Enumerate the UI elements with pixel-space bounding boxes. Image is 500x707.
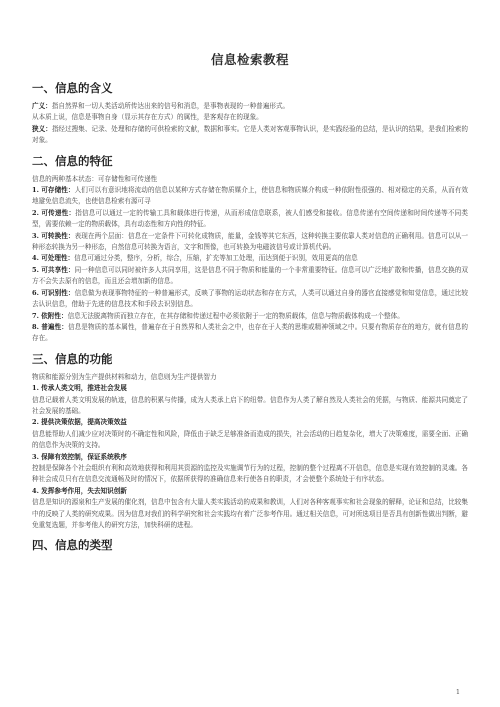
paragraph [32,231,468,254]
paragraph-text: 信息记载着人类文明发展的轨迹，信息的积累与传播，成为人类承上启下的纽带。信息作为人类了解自然及人类社会的凭据，与物质、能源共同奠定了社会发展的基础。 [32,395,468,415]
paragraph [32,429,468,452]
paragraph-text: 人们可以有意识地将流动的信息以某种方式存储在物质媒介上，使信息和物质媒介构成一种依附性很强的、相对稳定的关系，从而有效地避免信息流失，也使信息检索有源可寻 [32,186,468,206]
subheading: 2. 提供决策依据，提高决策效益 [32,418,127,427]
term-label: 广义： [32,102,52,110]
term-label: 7. 依附性： [32,311,68,320]
paragraph-text: 同一种信息可以同时被许多人共同享用，这是信息不同于物质和能量的一个非常重要特征。信息可以广泛地扩散和传播，信息交换的双方不会失去原有的信息，而且还会增加新的信息。 [32,265,468,286]
term-label: 5. 可共享性： [32,265,75,274]
term-label: 4. 可处理性： [32,254,75,263]
paragraph [32,322,468,345]
paragraph [32,174,468,185]
paragraph [32,288,468,311]
page-number: 1 [455,688,460,696]
paragraph-text: 信息无法脱离物质而独立存在，在其存储和传递过程中必须依附于一定的物质载体，信息与物质载体构成一个整体。 [67,311,404,320]
paragraph [32,265,468,288]
document-body [32,80,468,553]
paragraph-text: 控制是保障各个社会组织有利和高效地获得和利用其资源的监控及实施调节行为的过程，控制的整个过程离不开信息，信息是实现有效控制的灵魂。各种社会成员只有在信息交流通畅及时的情况下，依据所获得的准确信息来行使各自的职责，才会使整个系统处于有序状态。 [32,463,468,484]
paragraph-text: 指经过搜集、记录、处理和存储的可供检索的文献，数据和事实。它是人类对客观事物认识，是实践经验的总结，是认识的结果，是我们检索的对象。 [32,124,469,145]
paragraph [32,101,468,112]
document-page [32,50,468,558]
section-heading: 三、信息的功能 [32,351,113,366]
paragraph [32,112,468,123]
paragraph [32,372,468,383]
paragraph-text: 信息做为表现事物特征的一种普遍形式，反映了事物的运动状态和存在方式，人类可以通过自身的器官直接感觉和知觉信息，通过比较去认识信息，借助于先进的信息技术和手段去识别信息。 [32,288,468,309]
paragraph-text: 从本质上说，信息是事物自身（显示其存在方式）的属性，是客观存在的现象。 [32,113,263,122]
paragraph [32,311,468,322]
paragraph [32,463,468,486]
paragraph-text: 物质和能源分别为生产提供材料和动力，信息则为生产提供智力 [32,372,217,381]
paragraph [32,208,468,231]
subheading: 3. 保障有效控制，保证系统秩序 [32,452,127,461]
paragraph-text: 表现在两个层面：信息在一定条件下可转化成物质，能量，金钱等其它东西，这种转换主要依靠人类对信息的正确利用。信息可以从一种形态转换为另一种形态，自然信息可转换为语言，文字和图像，也可转换为电磁波信号或计算机代码。 [32,231,468,252]
document-title: 信息检索教程 [210,52,289,67]
section-heading: 一、信息的含义 [32,81,113,95]
paragraph-text: 信息可通过分类，整序，分析，综合，压缩，扩充等加工处理，而达到便于识别，效用更高的信息 [74,254,358,263]
section-heading: 二、信息的特征 [32,153,113,168]
paragraph-text: 指自然界和一切人类活动所传达出来的信号和消息，是事物表现的一种普遍形式。 [51,102,290,110]
paragraph [32,124,468,147]
paragraph-text: 信息能帮助人们减少应对决策时的不确定性和风险，降低由于缺乏足够准备而造成的损失，社会活动的日趋复杂化，增大了决策难度，需要全面、正确的信息作为决策的支持。 [32,429,468,450]
paragraph-text: 信息的两种基本状态：可存储性和可传递性 [32,174,158,183]
paragraph [32,185,468,208]
term-label: 1. 可存储性： [32,186,75,195]
paragraph [32,395,468,418]
subheading: 4. 发挥参考作用，失去知识创新 [32,486,127,495]
subheading: 1. 传承人类文明，推进社会发展 [32,384,127,393]
paragraph-text: 信息是知识的源泉和生产发展的催化剂，信息中包含有大量人类实践活动的成果和教训，人们对各种客观事实和社会现象的解释，论证和总结，比较集中的反映了人类的研究成果。因为信息对我们的科学研究和社会实践均有着广泛参考作用。通过相关信息，可对所选项目是否具有创新性做出判断，避免重复选题，并参考他人的研究方法，加快科研的进程。 [32,498,468,529]
term-label: 3. 可转换性： [32,231,75,240]
paragraph [32,253,468,264]
paragraph-text: 信息是物质的基本属性，普遍存在于自然界和人类社会之中，也存在于人类的思维或精神领域之中。只要有物质存在的地方，就有信息的存在。 [32,322,468,343]
section-heading: 四、信息的类型 [32,538,113,553]
term-label: 8. 普遍性： [32,322,68,331]
paragraph [32,497,468,531]
paragraph-text: 指信息可以通过一定的传输工具和载体进行传递，从而形成信息联系，被人们感受和接收。信息传递有空间传递和时间传递等不同类型，需要依赖一定的物质载体，具有动态性和方向性的特征。 [32,208,468,229]
term-label: 狭义： [32,124,52,133]
term-label: 2. 可传递性： [32,208,76,217]
term-label: 6. 可识别性： [32,288,75,297]
